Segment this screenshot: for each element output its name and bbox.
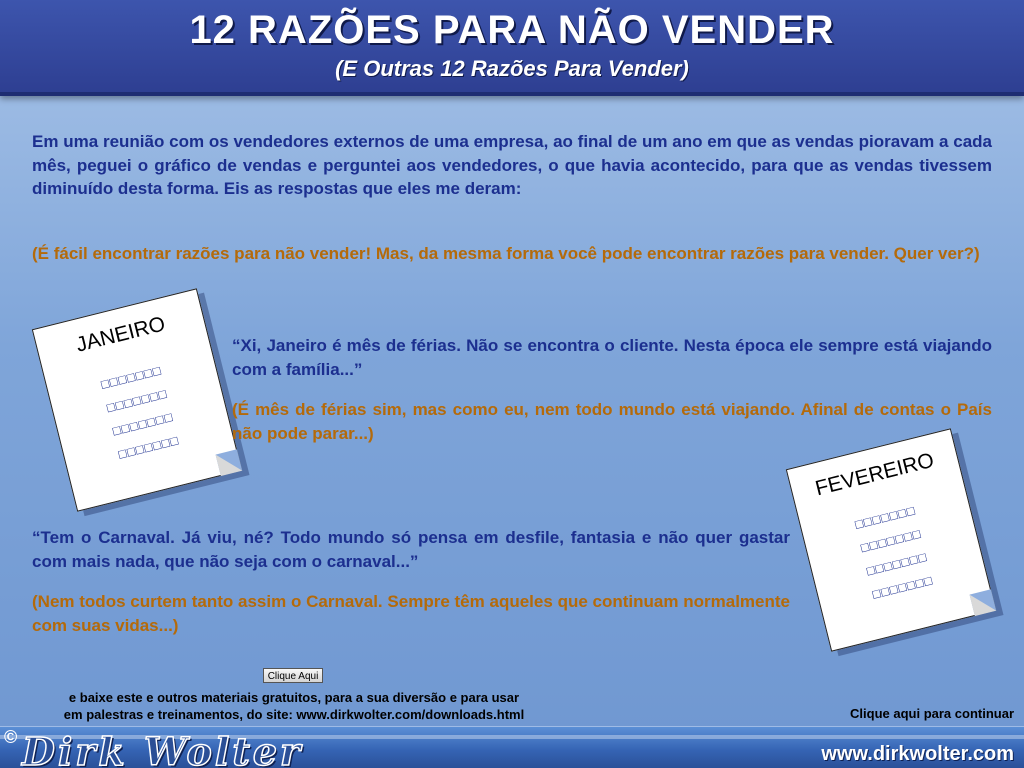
calendar-line: □□□□□□□: [116, 432, 181, 462]
calendar-line: □□□□□□□: [859, 525, 923, 556]
calendar-line: □□□□□□□: [99, 362, 164, 392]
calendar-lines: [801, 486, 987, 620]
site-url[interactable]: www.dirkwolter.com: [821, 743, 1014, 765]
download-line: e baixe este e outros materiais gratuitos, para a sua diversão e para usar: [68, 690, 520, 705]
calendar-line: □□□□□□□: [865, 548, 929, 579]
calendar-lines: [47, 346, 233, 480]
continue-link[interactable]: Clique aqui para continuar: [850, 706, 1014, 721]
january-calendar-page: [32, 288, 242, 512]
calendar-line: □□□□□□□: [853, 502, 918, 532]
clique-aqui-button[interactable]: Clique Aqui: [263, 668, 323, 683]
download-line: em palestras e treinamentos, do site: www.dirkwolter.com/downloads.html: [63, 707, 525, 722]
page-fold-corner: [970, 589, 997, 616]
calendar-line: □□□□□□□: [870, 572, 935, 602]
calendar-line: □□□□□□□: [111, 408, 175, 439]
page-subtitle: (E Outras 12 Razões Para Vender): [335, 56, 689, 81]
header-bar: [0, 0, 1024, 96]
calendar-month-label: FEVEREIRO: [813, 448, 937, 501]
february-quote: “Tem o Carnaval. Já viu, né? Todo mundo só pensa em desfile, fantasia e não quer gastar com mais nada, que não seja com o carnaval...”: [32, 528, 790, 571]
intro-paragraph: Em uma reunião com os vendedores externos de uma empresa, ao final de um ano em que as vendas pioravam a cada mês, peguei o gráfico de vendas e perguntei aos vendedores, o que havia acontecido, para que as vendas tivessem diminuído desta forma. Eis as respostas que eles me deram:: [32, 132, 992, 198]
january-note: (É mês de férias sim, mas como eu, nem todo mundo está viajando. Afinal de contas o País não pode parar...): [232, 400, 992, 443]
copyright-symbol: ©: [4, 727, 18, 747]
calendar-line: □□□□□□□: [105, 385, 169, 416]
february-calendar-page: [786, 428, 996, 652]
february-note: (Nem todos curtem tanto assim o Carnaval. Sempre têm aqueles que continuam normalmente com suas vidas...): [32, 592, 790, 635]
january-quote: “Xi, Janeiro é mês de férias. Não se encontra o cliente. Nesta época ele sempre está viajando com a família...”: [232, 336, 992, 379]
page-title: 12 RAZÕES PARA NÃO VENDER: [189, 8, 835, 52]
page-fold-corner: [216, 449, 243, 476]
download-info: [30, 689, 558, 723]
calendar-month-label: JANEIRO: [73, 312, 168, 357]
intro-note: (É fácil encontrar razões para não vender! Mas, da mesma forma você pode encontrar razões para vender. Quer ver?): [32, 244, 980, 263]
brand-logo: Dirk Wolter: [22, 729, 304, 768]
footer-bar: [0, 726, 1024, 768]
